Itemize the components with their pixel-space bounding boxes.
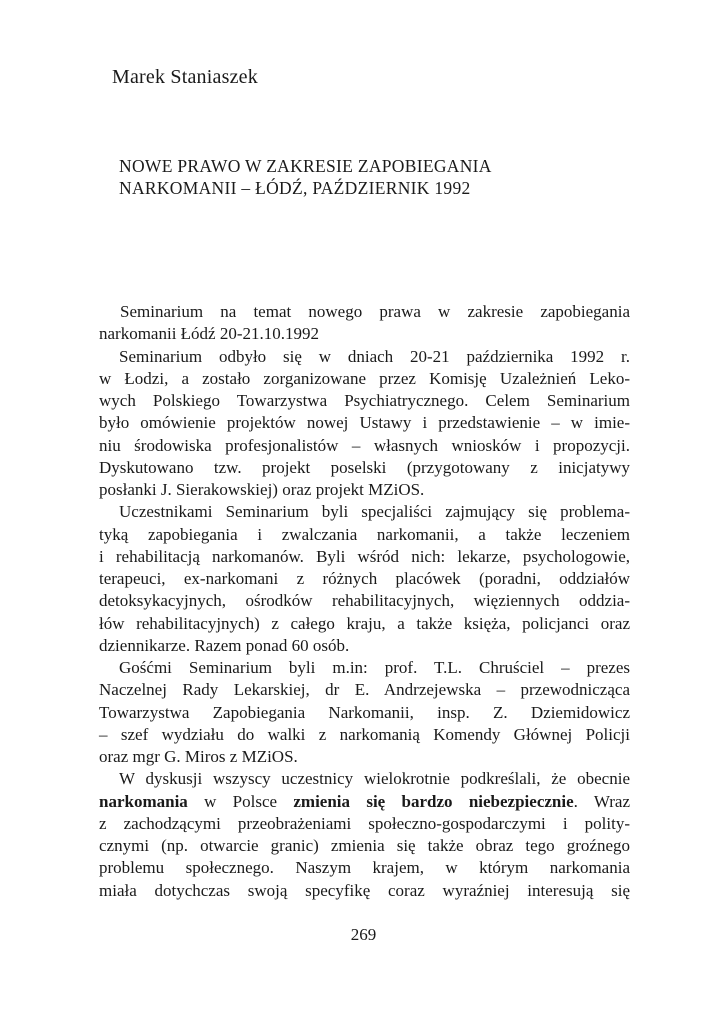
bold-phrase: zmienia się bardzo niebezpiecznie — [293, 791, 574, 811]
article-title — [119, 155, 492, 199]
text-line: z zachodzącymi przeobrażeniami społeczno-gospodarczymi i polity- — [99, 813, 630, 833]
article-body — [99, 301, 631, 902]
text-line: cznymi (np. otwarcie granic) zmienia się także obraz tego groźnego — [99, 836, 630, 855]
text-line: Gośćmi Seminarium byli m.in: prof. T.L. Chruściel – prezes — [119, 658, 630, 677]
title-line: NARKOMANII – ŁÓDŹ, PAŹDZIERNIK 1992 — [119, 178, 471, 198]
title-line: NOWE PRAWO W ZAKRESIE ZAPOBIEGANIA — [119, 156, 492, 176]
text-line: oraz mgr G. Miros z MZiOS. — [99, 747, 298, 766]
paragraph — [99, 301, 630, 346]
inline-text: . Wraz — [573, 791, 631, 811]
text-line: – szef wydziału do walki z narkomanią Komendy Głównej Policji — [99, 724, 630, 744]
text-line: terapeuci, ex-narkomani z różnych placówek (poradni, oddziałów — [99, 569, 630, 588]
text-line: tyką zapobiegania i zwalczania narkomanii, a także leczeniem — [99, 524, 630, 544]
paragraph — [99, 657, 630, 768]
text-line: Dyskutowano tzw. projekt poselski (przygotowany z inicjatywy — [99, 457, 630, 477]
page-number: 269 — [350, 925, 377, 944]
text-line: było omówienie projektów nowej Ustawy i przedstawienie – w imie- — [99, 413, 630, 433]
text-line: Naczelnej Rady Lekarskiej, dr E. Andrzejewska – przewodnicząca — [99, 680, 630, 700]
text-line: posłanki J. Sierakowskiej) oraz projekt MZiOS. — [99, 480, 425, 499]
text-line: Seminarium na temat nowego prawa w zakresie zapobiegania — [120, 302, 630, 321]
author-name: Marek Staniaszek — [112, 66, 258, 88]
text-line: narkomanii Łódź 20-21.10.1992 — [99, 324, 320, 344]
text-line: dziennikarze. Razem ponad 60 osób. — [99, 635, 350, 655]
text-line: problemu społecznego. Naszym krajem, w którym narkomania — [99, 858, 630, 878]
bold-term: narkomania — [99, 791, 188, 811]
text-line: Seminarium odbyło się w dniach 20-21 października 1992 r. — [119, 346, 630, 366]
text-line: Towarzystwa Zapobiegania Narkomanii, insp. Z. Dziemidowicz — [99, 702, 630, 722]
text-line: niu środowiska profesjonalistów – własnych wniosków i propozycji. — [99, 435, 630, 455]
paragraph — [99, 346, 630, 502]
text-line: detoksykacyjnych, ośrodków rehabilitacyjnych, więziennych oddzia- — [99, 591, 630, 611]
text-line: W dyskusji wszyscy uczestnicy wielokrotnie podkreślali, że obecnie — [119, 769, 630, 789]
text-line: w Łodzi, a zostało zorganizowane przez Komisję Uzależnień Leko- — [99, 368, 630, 388]
text-line: i rehabilitacją narkomanów. Byli wśród nich: lekarze, psychologowie, — [99, 546, 630, 566]
text-line: miała dotychczas swoją specyfikę coraz wyraźniej interesują się — [99, 880, 630, 900]
paragraph — [99, 501, 630, 657]
inline-text: w Polsce — [187, 791, 294, 811]
text-line: Uczestnikami Seminarium byli specjaliści zajmujący się problema- — [119, 502, 630, 522]
text-line: wych Polskiego Towarzystwa Psychiatrycznego. Celem Seminarium — [99, 391, 630, 410]
paragraph — [99, 768, 631, 902]
text-line: łów rehabilitacyjnych) z całego kraju, a także księża, policjanci oraz — [99, 613, 630, 633]
text-line — [99, 791, 630, 813]
